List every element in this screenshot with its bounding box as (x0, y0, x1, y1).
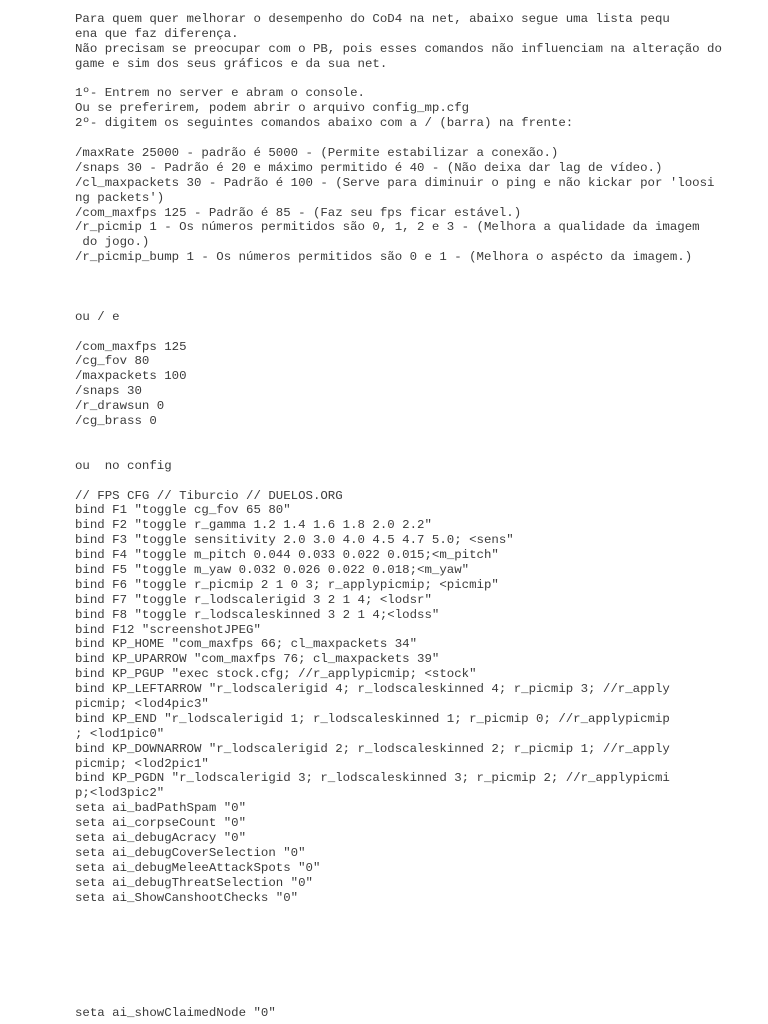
blank-line (75, 429, 765, 444)
blank-line (75, 295, 765, 310)
blank-line (75, 265, 765, 280)
config-line: seta ai_badPathSpam "0" (75, 801, 247, 816)
text-line: ena que faz diferença. (75, 26, 239, 41)
commands-list (75, 146, 765, 265)
command-line: /snaps 30 - Padrão é 20 e máximo permitido é 40 - (Não deixa dar lag de vídeo.) (75, 160, 663, 175)
step-line: Ou se preferirem, podem abrir o arquivo config_mp.cfg (75, 101, 470, 116)
config-line: p;<lod3pic2" (75, 786, 165, 801)
config-line: seta ai_corpseCount "0" (75, 816, 247, 831)
config-line: // FPS CFG // Tiburcio // DUELOS.ORG (75, 488, 343, 503)
config-line: bind KP_DOWNARROW "r_lodscalerigid 2; r_lodscaleskinned 2; r_picmip 1; //r_apply (75, 741, 670, 756)
command-line: /cl_maxpackets 30 - Padrão é 100 - (Serve para diminuir o ping e não kickar por 'loosi (75, 175, 715, 190)
config-code-block (75, 489, 765, 906)
config-line: picmip; <lod4pic3" (75, 696, 209, 711)
alt-command-line: /com_maxfps 125 (75, 339, 187, 354)
blank-line (75, 474, 765, 489)
config-line: bind F3 "toggle sensitivity 2.0 3.0 4.0 4.5 4.7 5.0; <sens" (75, 533, 514, 548)
config-line: picmip; <lod2pic1" (75, 756, 209, 771)
config-line: bind KP_LEFTARROW "r_lodscalerigid 4; r_lodscaleskinned 4; r_picmip 3; //r_apply (75, 682, 670, 697)
config-line: bind F2 "toggle r_gamma 1.2 1.4 1.6 1.8 2.0 2.2" (75, 518, 432, 533)
command-line: do jogo.) (75, 235, 150, 250)
text-line: game e sim dos seus gráficos e da sua net. (75, 56, 388, 71)
config-line: seta ai_debugThreatSelection "0" (75, 875, 313, 890)
command-line: ng packets') (75, 190, 165, 205)
config-line: bind KP_HOME "com_maxfps 66; cl_maxpackets 34" (75, 637, 418, 652)
blank-line (75, 72, 765, 87)
config-line: seta ai_debugMeleeAttackSpots "0" (75, 860, 321, 875)
step-line: 2º- digitem os seguintes comandos abaixo com a / (barra) na frente: (75, 116, 574, 131)
config-line: ; <lod1pic0" (75, 726, 165, 741)
instructions (75, 86, 765, 131)
config-line: bind KP_PGDN "r_lodscalerigid 3; r_lodscaleskinned 3; r_picmip 2; //r_applypicmi (75, 771, 670, 786)
config-line: bind F12 "screenshotJPEG" (75, 622, 261, 637)
config-line: bind F4 "toggle m_pitch 0.044 0.033 0.022 0.015;<m_pitch" (75, 548, 499, 563)
alt-command-line: /maxpackets 100 (75, 369, 187, 384)
alt-command-line: /r_drawsun 0 (75, 399, 165, 414)
config-line: bind F1 "toggle cg_fov 65 80" (75, 503, 291, 518)
document-body (75, 12, 765, 905)
config-line: bind KP_UPARROW "com_maxfps 76; cl_maxpackets 39" (75, 652, 440, 667)
config-label: ou no config (75, 458, 172, 473)
config-line: seta ai_debugAcracy "0" (75, 830, 247, 845)
config-line: bind F6 "toggle r_picmip 2 1 0 3; r_applypicmip; <picmip" (75, 577, 499, 592)
intro-paragraph (75, 12, 765, 72)
alt-command-line: /cg_brass 0 (75, 414, 157, 429)
config-line: seta ai_debugCoverSelection "0" (75, 845, 306, 860)
blank-line (75, 444, 765, 459)
config-line: bind F5 "toggle m_yaw 0.032 0.026 0.022 0.018;<m_yaw" (75, 562, 470, 577)
config-line: bind KP_PGUP "exec stock.cfg; //r_applypicmip; <stock" (75, 667, 477, 682)
alternative-commands-list (75, 340, 765, 429)
text-line: Não precisam se preocupar com o PB, pois esses comandos não influenciam na alteração do (75, 41, 722, 56)
command-line: /r_picmip 1 - Os números permitidos são 0, 1, 2 e 3 - (Melhora a qualidade da imagem (75, 220, 700, 235)
text-line: Para quem quer melhorar o desempenho do CoD4 na net, abaixo segue uma lista pequ (75, 12, 670, 26)
config-line: bind F8 "toggle r_lodscaleskinned 3 2 1 4;<lodss" (75, 607, 440, 622)
alt-command-line: /cg_fov 80 (75, 354, 150, 369)
blank-line (75, 325, 765, 340)
config-line: bind KP_END "r_lodscalerigid 1; r_lodscaleskinned 1; r_picmip 0; //r_applypicmip (75, 711, 670, 726)
command-line: /com_maxfps 125 - Padrão é 85 - (Faz seu fps ficar estável.) (75, 205, 522, 220)
blank-line (75, 280, 765, 295)
step-line: 1º- Entrem no server e abram o console. (75, 86, 365, 101)
or-label: ou / e (75, 309, 120, 324)
config-line: seta ai_ShowCanshootChecks "0" (75, 890, 299, 905)
alt-command-line: /snaps 30 (75, 384, 142, 399)
config-line: bind F7 "toggle r_lodscalerigid 3 2 1 4; <lodsr" (75, 592, 432, 607)
command-line: /r_picmip_bump 1 - Os números permitidos são 0 e 1 - (Melhora o aspécto da imagem.) (75, 250, 693, 265)
blank-line (75, 131, 765, 146)
config-last-line: seta ai_showClaimedNode "0" (75, 1006, 276, 1020)
command-line: /maxRate 25000 - padrão é 5000 - (Permite estabilizar a conexão.) (75, 146, 559, 161)
